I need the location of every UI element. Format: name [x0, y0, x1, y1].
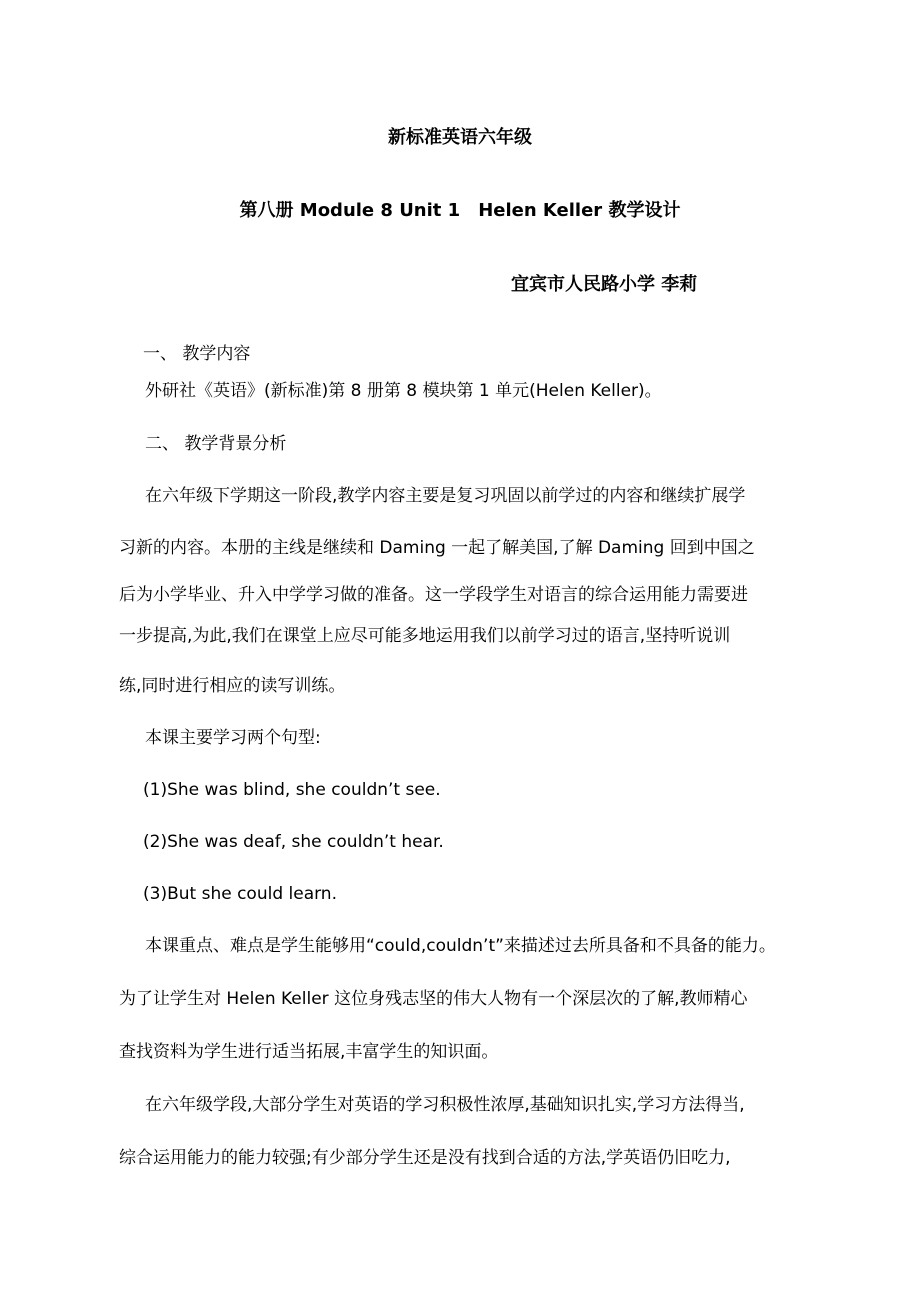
- paragraph-line: 查找资料为学生进行适当拓展,丰富学生的知识面。: [119, 1042, 499, 1062]
- author-line: 宜宾市人民路小学 李莉: [511, 274, 698, 295]
- section1-heading: 一、 教学内容: [143, 344, 251, 364]
- paragraph-line: 后为小学毕业、升入中学学习做的准备。这一学段学生对语言的综合运用能力需要进: [119, 585, 748, 605]
- paragraph-line: 本课重点、难点是学生能够用“could,couldn’t”来描述过去所具备和不具备的能力。: [145, 936, 776, 956]
- sentence-item: (2)She was deaf, she couldn’t hear.: [143, 832, 444, 852]
- paragraph-line: 练,同时进行相应的读写训练。: [119, 676, 346, 696]
- paragraph-line: 一步提高,为此,我们在课堂上应尽可能多地运用我们以前学习过的语言,坚持听说训: [119, 626, 731, 646]
- paragraph-line: 在六年级学段,大部分学生对英语的学习积极性浓厚,基础知识扎实,学习方法得当,: [145, 1095, 745, 1115]
- document-title-line1: 新标准英语六年级: [388, 127, 532, 148]
- document-title-line2: 第八册 Module 8 Unit 1 Helen Keller 教学设计: [239, 200, 681, 221]
- paragraph-line: 习新的内容。本册的主线是继续和 Daming 一起了解美国,了解 Daming 回到中国之: [119, 538, 755, 558]
- paragraph-intro: 本课主要学习两个句型:: [145, 728, 321, 748]
- sentence-item: (3)But she could learn.: [143, 884, 337, 904]
- section2-heading: 二、 教学背景分析: [145, 434, 287, 454]
- sentence-item: (1)She was blind, she couldn’t see.: [143, 780, 441, 800]
- paragraph-line: 在六年级下学期这一阶段,教学内容主要是复习巩固以前学过的内容和继续扩展学: [145, 486, 746, 506]
- section1-text: 外研社《英语》(新标准)第 8 册第 8 模块第 1 单元(Helen Keller)。: [145, 381, 662, 401]
- paragraph-line: 综合运用能力的能力较强;有少部分学生还是没有找到合适的方法,学英语仍旧吃力,: [119, 1148, 731, 1168]
- paragraph-line: 为了让学生对 Helen Keller 这位身残志坚的伟大人物有一个深层次的了解,教师精心: [119, 989, 748, 1009]
